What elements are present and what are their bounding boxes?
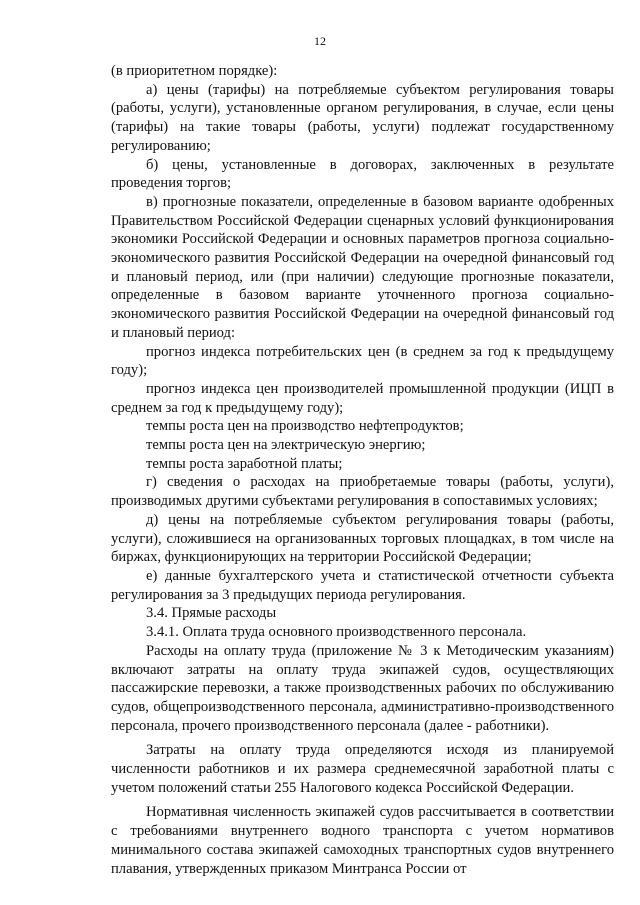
paragraph-item-v: в) прогнозные показатели, определенные в базовом варианте одобренных Правительством Российской Федерации сценарных условий функционирования экономики Российской Федерации и основных параметров прогноза социально-экономического развития Российской Федерации на очередной финансовый год и плановый период, или (при наличии) следующие прогнозные показатели, определенные в базовом варианте уточненного прогноза социально-экономического развития Российской Федерации на очередной финансовый год и плановый период: (111, 193, 614, 341)
page-number: 12 (314, 34, 326, 48)
section-heading-direct-costs: 3.4. Прямые расходы (146, 605, 277, 622)
paragraph-oil-products-growth: темпы роста цен на производство нефтепродуктов; (146, 418, 464, 435)
paragraph-cpi-forecast: прогноз индекса потребительских цен (в среднем за год к предыдущему году); (111, 343, 614, 379)
paragraph-electricity-growth: темпы роста цен на электрическую энергию; (146, 437, 426, 454)
document-body (111, 62, 614, 878)
paragraph-labor-costs: Расходы на оплату труда (приложение № 3 к Методическим указаниям) включают затраты на оплату труда экипажей судов, осуществляющих пассажирские перевозки, а также производственных рабочих по обслуживанию судов, общепроизводственного персонала, административно-производственного персонала, прочего производственного персонала (далее - работники). (111, 642, 614, 734)
paragraph-labor-cost-basis: Затраты на оплату труда определяются исходя из планируемой численности работников и их размера среднемесячной заработной платы с учетом положений статьи 255 Налогового кодекса Российской Федерации. (111, 742, 614, 796)
paragraph-ppi-forecast: прогноз индекса цен производителей промышленной продукции (ИЦП в среднем за год к предыдущему году); (111, 380, 614, 416)
paragraph-item-d: д) цены на потребляемые субъектом регулирования товары (работы, услуги), сложившиеся на организованных торговых площадках, в том числе на биржах, функционирующих на территории Российской Федерации; (111, 511, 614, 566)
paragraph-item-b: б) цены, установленные в договорах, заключенных в результате проведения торгов; (111, 156, 614, 192)
paragraph-item-g: г) сведения о расходах на приобретаемые товары (работы, услуги), производимых другими субъектами регулирования в сопоставимых условиях; (111, 474, 614, 510)
subsection-heading-labor-pay: 3.4.1. Оплата труда основного производственного персонала. (146, 624, 527, 641)
paragraph-item-e: е) данные бухгалтерского учета и статистической отчетности субъекта регулирования за 3 предыдущих периода регулирования. (111, 567, 614, 603)
paragraph-crew-headcount: Нормативная численность экипажей судов рассчитывается в соответствии с требованиями внутреннего водного транспорта с учетом нормативов минимального состава экипажей самоходных транспортных судов внутреннего плавания, утвержденных приказом Минтранса России от (111, 804, 614, 877)
paragraph-intro: (в приоритетном порядке): (111, 63, 278, 79)
paragraph-item-a: а) цены (тарифы) на потребляемые субъектом регулирования товары (работы, услуги), установленные органом регулирования, в случае, если цены (тарифы) на такие товары (работы, услуги) подлежат государственному регулированию; (111, 81, 614, 154)
paragraph-wage-growth: темпы роста заработной платы; (146, 455, 343, 472)
